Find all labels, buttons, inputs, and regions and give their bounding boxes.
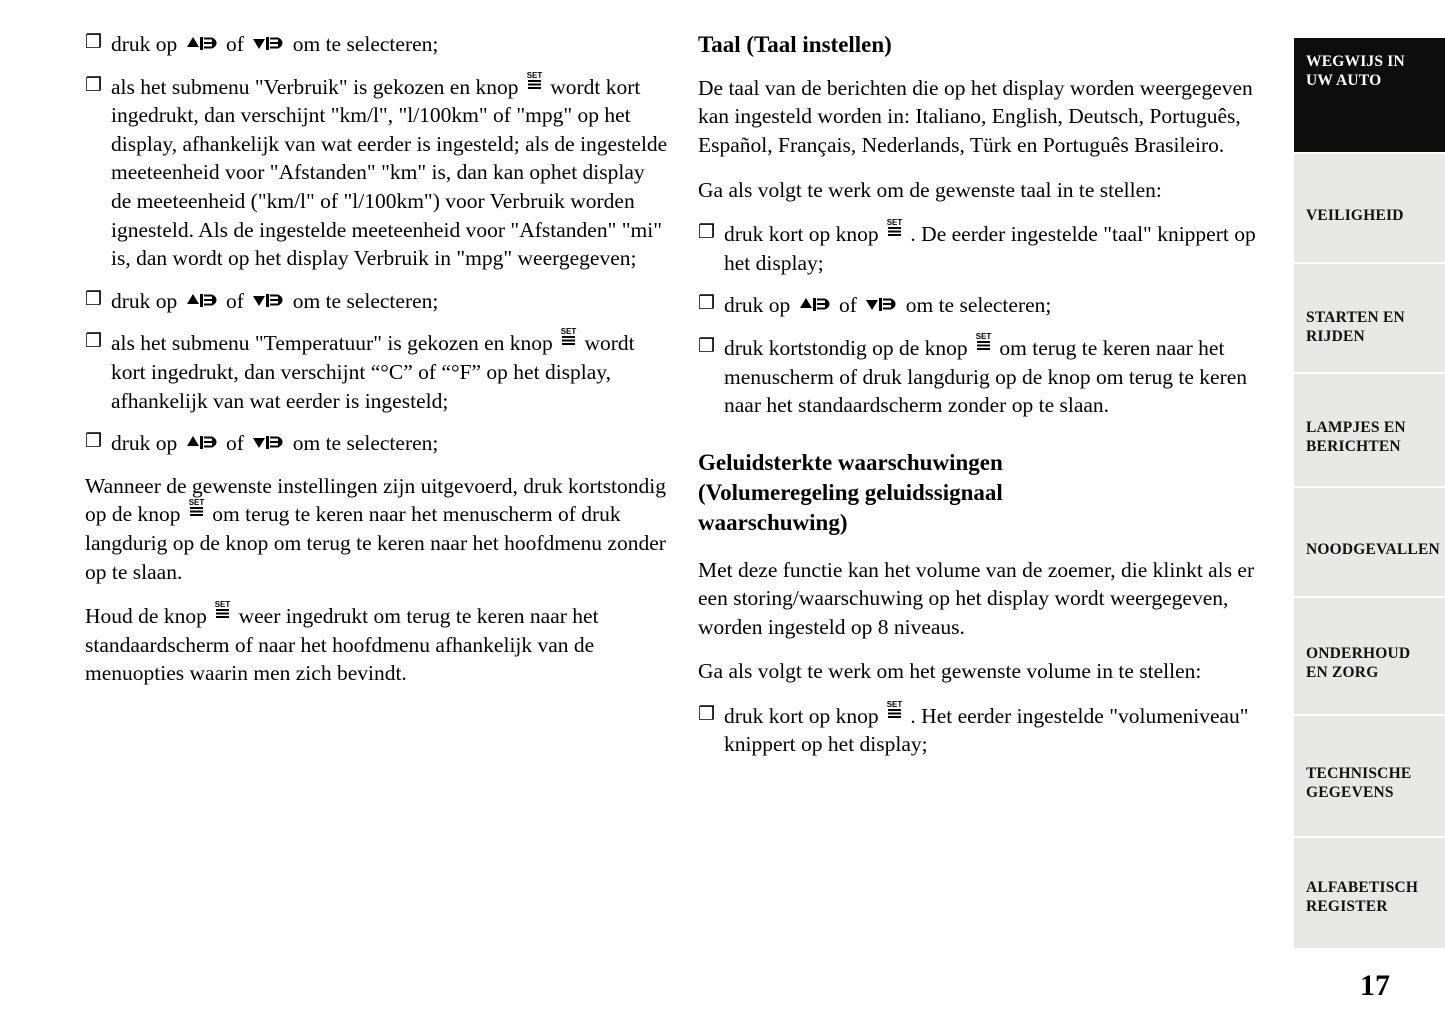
square-bullet-icon: ❒ <box>85 431 103 453</box>
sidebar-item-starten-en-rijden[interactable] <box>1294 262 1445 372</box>
paragraph-text-pre: Houd de knop <box>85 604 213 629</box>
paragraph: Ga als volgt te werk om de gewenste taal in te stellen: <box>698 177 1162 202</box>
paragraph <box>85 472 670 586</box>
svg-text:SET: SET <box>214 600 231 610</box>
tab-label: VEILIGHEID <box>1306 207 1404 224</box>
list-item <box>85 329 670 415</box>
paragraph-text-post: weer ingedrukt om terug te keren naar het standaardscherm of naar het hoofdmenu afhankelijk van de menuopties waarin men zich bevindt. <box>85 604 599 686</box>
list-item <box>698 220 1273 277</box>
square-bullet-icon: ❒ <box>698 293 716 315</box>
bullet-text-post: om te selecteren; <box>287 32 439 56</box>
arrow-up-light-icon <box>185 433 219 452</box>
page-number: 17 <box>1360 969 1390 1002</box>
heading-line-1: Geluidsterkte waarschuwingen <box>698 449 1003 475</box>
square-bullet-icon: ❒ <box>85 74 103 96</box>
sidebar-item-alfabetisch-register[interactable] <box>1294 836 1445 948</box>
list-item <box>85 70 670 273</box>
svg-text:SET: SET <box>886 699 903 709</box>
heading-paren: (Taal instellen) <box>746 32 892 57</box>
bullet-text-post: wordt kort ingedrukt, dan verschijnt "km/l", "l/100km" of "mpg" op het display, afhankelijk van wat eerder is ingesteld; als de ingestelde meeteenheid voor "Afstanden" "km" is, dan kan ophet display de meeteenheid ("km/l" of "l/100km") voor Verbruik worden ignesteld. Als de ingestelde meeteenheid voor "Afstanden" "mi" is, dan wordt op het display Verbruik in "mpg" weergegeven; <box>111 74 668 271</box>
list-item <box>698 334 1273 420</box>
list-item <box>698 291 1273 320</box>
bullet-text-pre: druk kort op knop <box>724 703 885 728</box>
set-button-icon <box>525 70 544 91</box>
square-bullet-icon: ❒ <box>698 222 716 244</box>
sidebar-item-noodgevallen[interactable] <box>1294 486 1445 596</box>
svg-text:SET: SET <box>975 332 992 342</box>
tab-label: ALFABETISCH REGISTER <box>1306 879 1419 916</box>
heading-line-2: (Volumeregeling geluidssignaal <box>698 479 1003 505</box>
section-heading-geluidsterkte <box>698 448 1273 538</box>
sidebar-item-lampjes-en-berichten[interactable] <box>1294 372 1445 486</box>
list-item <box>85 30 670 59</box>
arrow-down-light-icon <box>251 291 285 310</box>
svg-text:SET: SET <box>886 218 903 228</box>
svg-text:SET: SET <box>188 498 205 508</box>
tab-label: WEGWIJS IN UW AUTO <box>1306 53 1405 90</box>
square-bullet-icon: ❒ <box>698 703 716 725</box>
arrow-down-light-icon <box>864 295 898 314</box>
arrow-up-light-icon <box>185 291 219 310</box>
svg-text:SET: SET <box>526 70 543 80</box>
bullet-text-post: . De eerder ingestelde "taal" knippert op het display; <box>724 222 1256 275</box>
sidebar-item-onderhoud-en-zorg[interactable] <box>1294 596 1445 714</box>
bullet-text-post: om te selecteren; <box>900 293 1052 318</box>
bullet-text-pre: druk kort op knop <box>724 222 885 247</box>
set-button-icon <box>187 497 206 518</box>
bullet-text-post: om terug te keren naar het menuscherm of druk langdurig op de knop om terug te keren naar het standaardscherm zonder op te slaan. <box>724 336 1248 418</box>
bullet-text-mid: of <box>220 288 250 313</box>
square-bullet-icon: ❒ <box>85 331 103 353</box>
paragraph: Ga als volgt te werk om het gewenste volume in te stellen: <box>698 659 1202 684</box>
square-bullet-icon: ❒ <box>85 32 103 53</box>
square-bullet-icon: ❒ <box>85 288 103 310</box>
arrow-up-light-icon <box>798 295 832 314</box>
paragraph-text-pre: Wanneer de gewenste instellingen zijn uitgevoerd, druk kortstondig op de knop <box>85 473 667 527</box>
bullet-text-post: . Het eerder ingestelde "volumeniveau" knippert op het display; <box>724 703 1249 757</box>
set-button-icon <box>213 599 232 620</box>
bullet-text-pre: als het submenu "Verbruik" is gekozen en knop <box>111 74 524 99</box>
set-button-icon <box>974 331 993 352</box>
sidebar-item-veiligheid[interactable] <box>1294 152 1445 262</box>
section-heading-taal <box>698 30 1273 60</box>
paragraph: Met deze functie kan het volume van de zoemer, die klinkt als er een storing/waarschuwing op het display wordt weergegeven, worden ingesteld op 8 niveaus. <box>698 557 1255 639</box>
svg-text:SET: SET <box>560 327 577 337</box>
bullet-text-mid: of <box>833 293 863 318</box>
tab-label: STARTEN EN RIJDEN <box>1306 309 1405 346</box>
bullet-text-pre: als het submenu "Temperatuur" is gekozen en knop <box>111 331 559 356</box>
sidebar-item-technische-gegevens[interactable] <box>1294 714 1445 836</box>
bullet-text-post: om te selecteren; <box>287 431 439 456</box>
chapter-tab-strip <box>1290 0 1445 1031</box>
tab-label: ONDERHOUD EN ZORG <box>1306 645 1411 682</box>
list-item <box>85 287 670 316</box>
heading-line-3: waarschuwing) <box>698 509 848 535</box>
set-button-icon <box>885 217 904 238</box>
paragraph <box>85 602 670 688</box>
bullet-text-mid: of <box>220 32 250 56</box>
bullet-text-pre: druk op <box>111 32 183 56</box>
bullet-text-pre: druk kortstondig op de knop <box>724 336 974 361</box>
list-item <box>85 429 670 458</box>
left-text-column <box>85 30 670 704</box>
set-button-icon <box>559 326 578 347</box>
heading-main: Taal <box>698 32 741 57</box>
tab-label: TECHNISCHE GEGEVENS <box>1306 765 1412 802</box>
bullet-text-pre: druk op <box>724 293 796 318</box>
square-bullet-icon: ❒ <box>698 336 716 358</box>
bullet-text-mid: of <box>220 431 250 456</box>
right-text-column <box>698 30 1273 773</box>
tab-label: LAMPJES EN BERICHTEN <box>1306 419 1406 456</box>
bullet-text-post: om te selecteren; <box>287 288 439 313</box>
paragraph: De taal van de berichten die op het display worden weergegeven kan ingesteld worden in: Italiano, English, Deutsch, Português, Español, Français, Nederlands, Türk en Português Brasileiro. <box>698 75 1253 158</box>
tab-label: NOODGEVALLEN <box>1306 541 1440 558</box>
set-button-icon <box>885 699 904 720</box>
bullet-text-pre: druk op <box>111 431 183 456</box>
bullet-text-pre: druk op <box>111 288 183 313</box>
bullet-text-post: wordt kort ingedrukt, dan verschijnt “°C” of “°F” op het display, afhankelijk van wat eerder is ingesteld; <box>111 331 635 413</box>
list-item <box>698 699 1273 759</box>
arrow-up-light-icon <box>185 34 219 53</box>
paragraph-text-post: om terug te keren naar het menuscherm of druk langdurig op de knop om terug te keren naar het hoofdmenu zonder op te slaan. <box>85 502 666 584</box>
sidebar-item-wegwijs-in-uw-auto[interactable] <box>1294 36 1445 152</box>
arrow-down-light-icon <box>251 433 285 452</box>
arrow-down-light-icon <box>251 34 285 53</box>
